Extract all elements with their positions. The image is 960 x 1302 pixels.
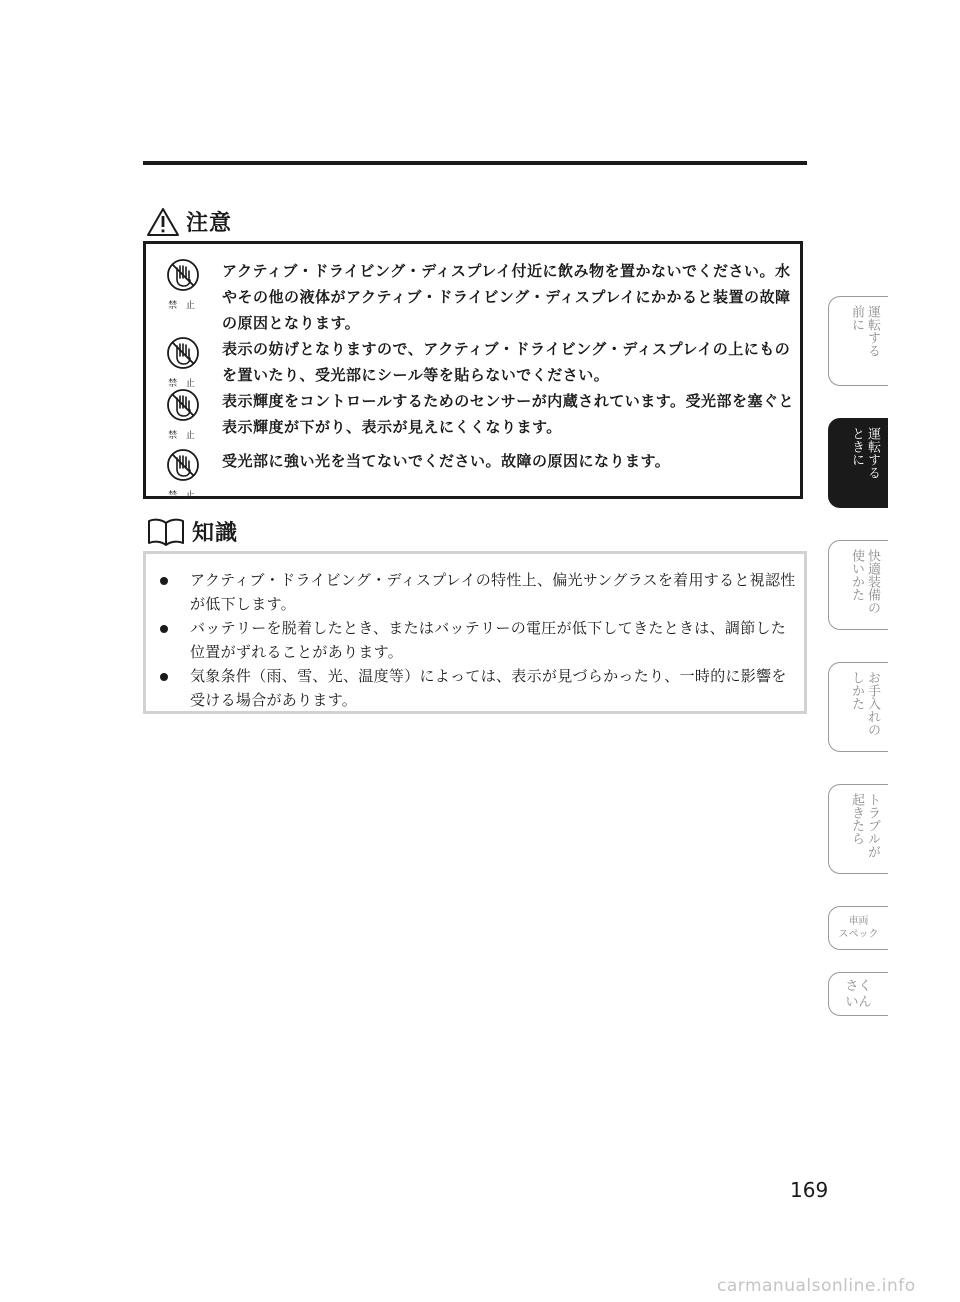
watermark: carmanualsonline.info [717, 1276, 916, 1296]
info-text: アクティブ・ドライビング・ディスプレイの特性上、偏光サングラスを着用すると視認性が低下します。 [190, 571, 796, 613]
tab-comfort-features[interactable]: 快適装備の 使いかた [828, 540, 888, 630]
caution-text: アクティブ・ドライビング・ディスプレイ付近に飲み物を置かないでください。水やその他の液体がアクティブ・ドライビング・ディスプレイにかかると装置の故障の原因となります。 [222, 262, 791, 332]
caution-text: 表示輝度をコントロールするためのセンサーが内蔵されています。受光部を塞ぐと表示輝度が下がり、表示が見えにくくなります。 [222, 392, 795, 436]
info-heading [146, 516, 238, 547]
caution-text: 表示の妨げとなりますので、アクティブ・ドライビング・ディスプレイの上にものを置いたり、受光部にシール等を貼らないでください。 [222, 340, 791, 384]
tab-vehicle-specs[interactable]: 車両 スペック [828, 906, 888, 950]
prohibited-hand-icon: 禁 止 [166, 448, 200, 501]
info-box [143, 551, 807, 714]
info-text: 気象条件（雨、雪、光、温度等）によっては、表示が見づらかったり、一時的に影響を受ける場合があります。 [190, 667, 787, 709]
caution-title: 注意 [186, 211, 233, 236]
bullet-icon [160, 577, 168, 585]
tab-index[interactable]: さく いん [828, 972, 888, 1016]
top-rule [143, 161, 807, 165]
prohibited-hand-icon: 禁 止 [166, 258, 200, 311]
page-number: 169 [790, 1178, 829, 1202]
tab-maintenance[interactable]: お手入れの しかた [828, 662, 888, 752]
info-text: バッテリーを脱着したとき、またはバッテリーの電圧が低下してきたときは、調節した位置がずれることがあります。 [190, 619, 787, 661]
tab-while-driving[interactable]: 運転する ときに [828, 418, 888, 508]
prohibited-hand-icon: 禁 止 [166, 388, 200, 441]
tab-before-driving[interactable]: 運転する 前に [828, 296, 888, 386]
caution-heading [146, 206, 232, 237]
bullet-icon [160, 673, 168, 681]
bullet-icon [160, 625, 168, 633]
prohibited-hand-icon: 禁 止 [166, 336, 200, 389]
warning-triangle-icon [146, 207, 180, 237]
info-title: 知識 [192, 521, 239, 546]
caution-box [143, 241, 803, 499]
open-book-icon [146, 517, 186, 547]
tab-troubleshooting[interactable]: トラブルが 起きたら [828, 784, 888, 874]
caution-text: 受光部に強い光を当てないでください。故障の原因になります。 [222, 452, 671, 470]
